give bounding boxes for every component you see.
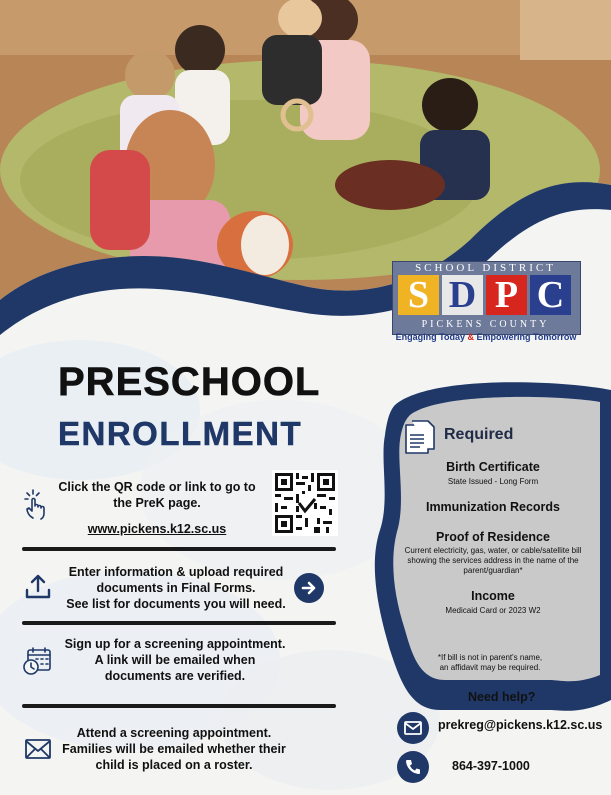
upload-icon [24,572,52,600]
tagline-swirl-icon: & [467,332,474,342]
logo-top-text: SCHOOL DISTRICT [415,262,556,274]
step2-line3: See list for documents you will need. [66,597,286,611]
step4-line3: child is placed on a roster. [95,758,253,772]
divider [22,547,336,551]
footnote-line1: *If bill is not in parent's name, [437,653,543,662]
tagline-left: Engaging Today [395,332,465,342]
qr-code-graphic [272,470,338,536]
step2-text [60,564,292,612]
required-proof-of-residence [398,530,588,576]
divider [22,621,336,625]
step4-text [58,725,290,773]
logo-letter-s: S [398,275,439,315]
qr-code[interactable] [272,470,338,536]
step4-line2: Families will be emailed whether their [62,742,286,756]
logo-letter-p: P [486,275,527,315]
documents-icon [402,419,436,455]
step1-line2: the PreK page. [113,496,201,510]
step1-text [57,479,257,511]
calendar-clock-icon [22,646,54,676]
email-button[interactable] [397,712,429,744]
required-heading: Required [444,426,514,443]
required-footnote [405,653,575,673]
step3-line1: Sign up for a screening appointment. [64,637,286,651]
step1-line1: Click the QR code or link to go to [58,480,256,494]
logo-letters [398,275,574,315]
prek-page-link[interactable]: www.pickens.k12.sc.us [87,522,227,536]
phone-button[interactable] [397,751,429,783]
proof-residence-sub: Current electricity, gas, water, or cable/satellite bill showing the services address in the name of the parent/guardian* [404,546,582,575]
mail-icon [24,738,52,760]
step3-line2: A link will be emailed when [94,653,256,667]
envelope-icon [404,721,422,735]
tap-finger-icon [22,488,48,520]
step3-text [58,636,292,684]
phone-icon [405,759,421,775]
step2-line1: Enter information & upload required [68,565,284,579]
proof-residence-title: Proof of Residence [436,530,550,544]
logo-bottom-text: PICKENS COUNTY [421,319,550,330]
income-title: Income [471,589,515,603]
income-sub: Medicaid Card or 2023 W2 [445,606,541,615]
title-enrollment: ENROLLMENT [58,415,303,452]
need-help-heading: Need help? [468,690,536,704]
next-arrow-button[interactable] [294,573,324,603]
logo-letter-d: D [442,275,483,315]
required-immunization [398,500,588,514]
logo-tagline [386,332,586,342]
birth-certificate-title: Birth Certificate [446,460,540,474]
step4-line1: Attend a screening appointment. [76,726,272,740]
step3-line3: documents are verified. [104,669,246,683]
footnote-line2: an affidavit may be required. [439,663,541,672]
help-email-link[interactable]: prekreg@pickens.k12.sc.us [438,718,603,732]
required-birth-certificate [398,460,588,487]
divider [22,704,336,708]
logo-letter-c: C [530,275,571,315]
birth-certificate-sub: State Issued - Long Form [447,477,539,486]
tagline-right: Empowering Tomorrow [476,332,577,342]
immunization-title: Immunization Records [425,500,561,514]
required-income [398,589,588,616]
arrow-right-icon [300,579,318,597]
step2-line2: documents in Final Forms. [96,581,256,595]
help-phone-link[interactable]: 864-397-1000 [452,759,530,773]
title-preschool: PRESCHOOL [58,360,321,404]
